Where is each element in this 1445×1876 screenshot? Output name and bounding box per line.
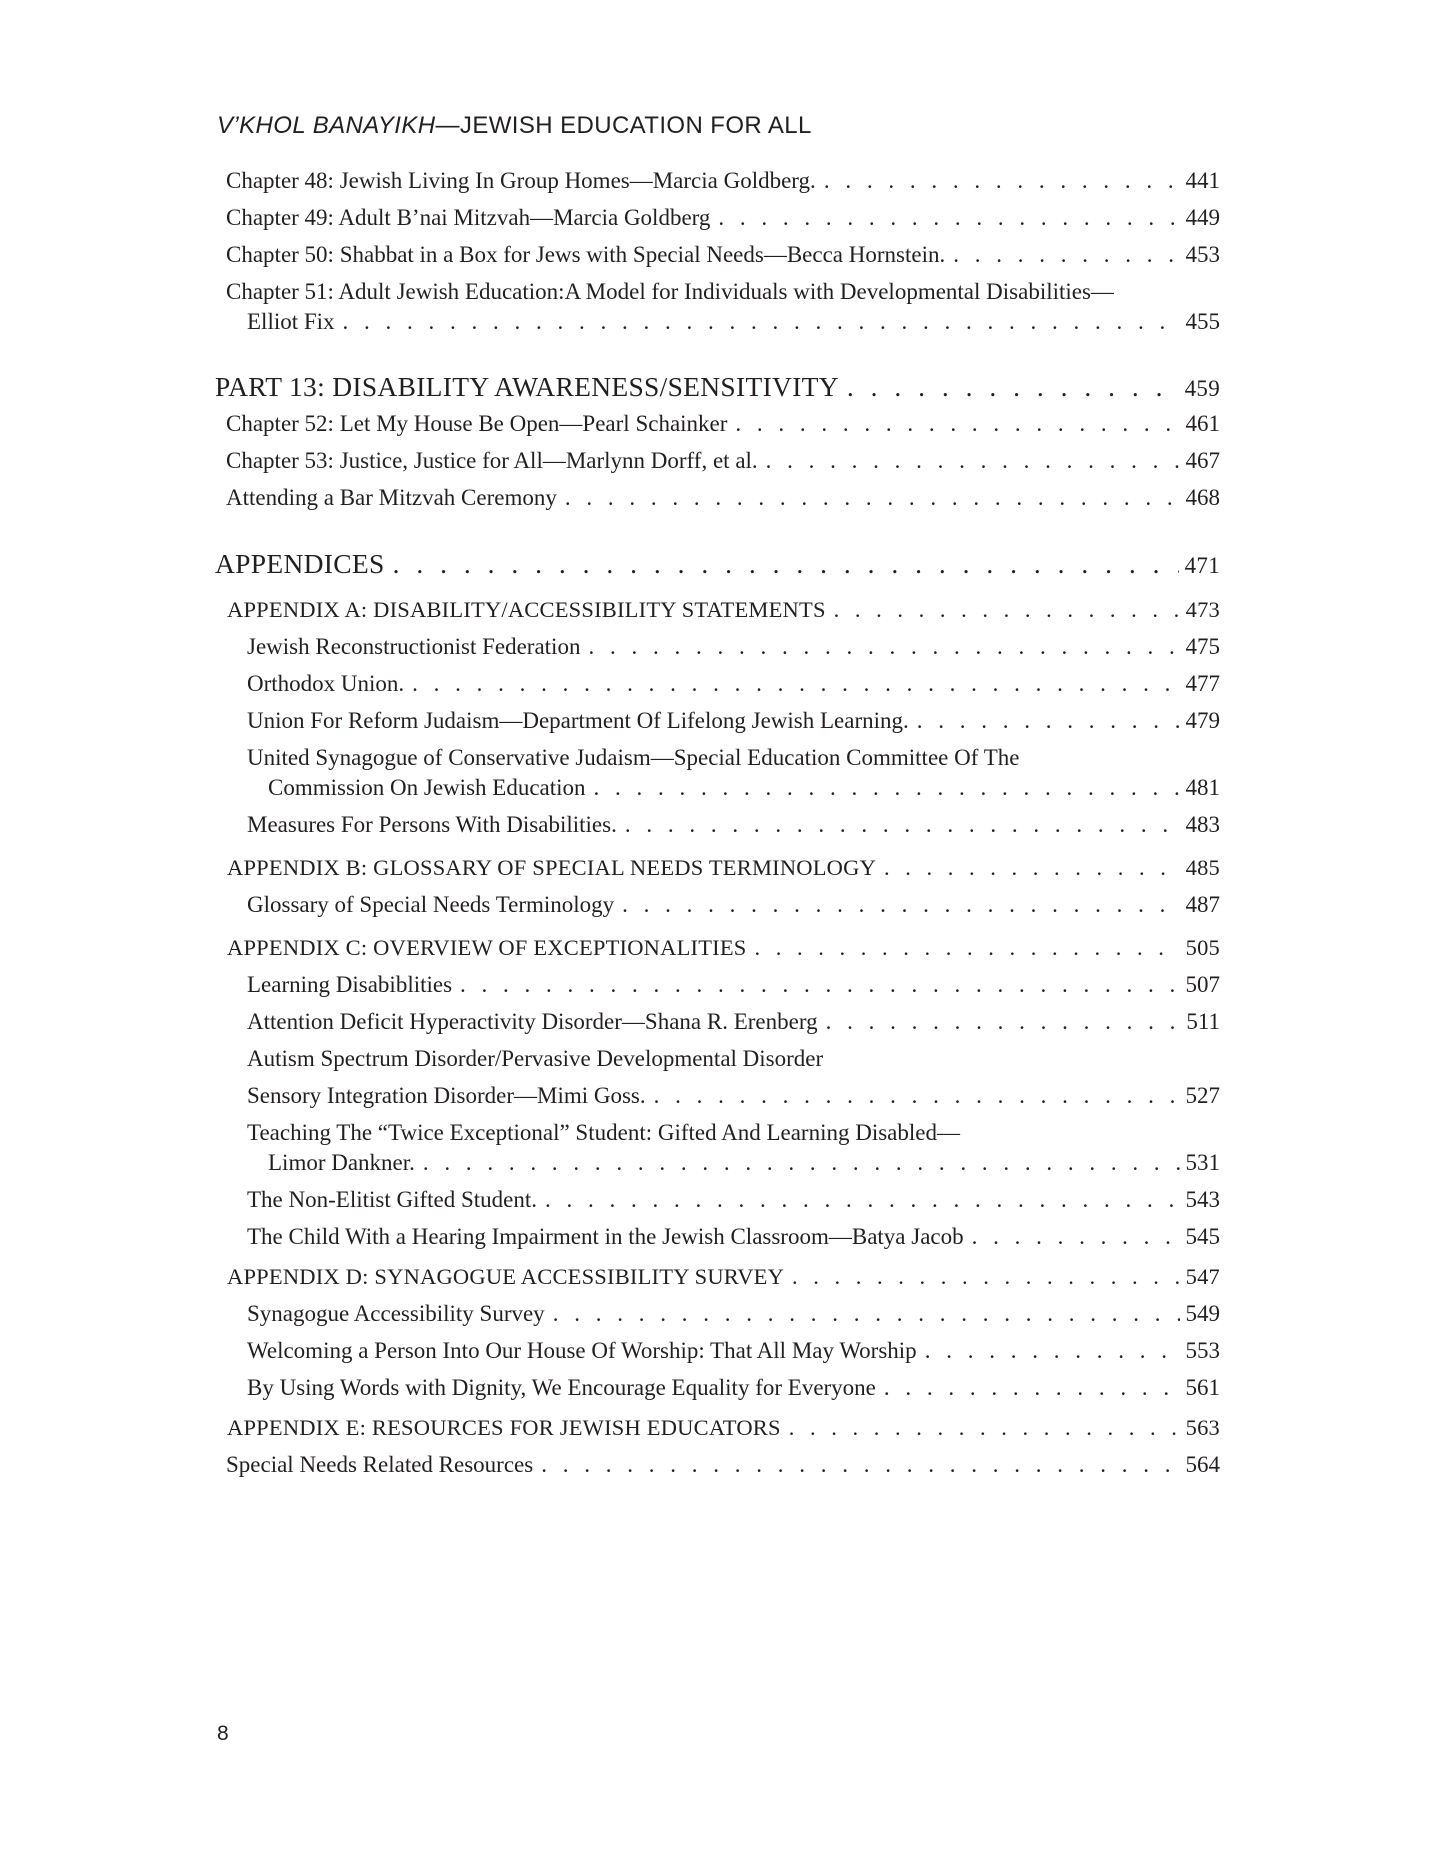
toc-entry-title: Measures For Persons With Disabilities. [247,812,617,837]
page-number: 8 [217,1722,229,1745]
toc-appendix-title: APPENDIX C: OVERVIEW OF EXCEPTIONALITIES [227,935,747,960]
dot-leader [622,892,1179,918]
toc-entry-chapter-53[interactable] [226,448,1220,474]
toc-entry-page: 441 [1185,168,1220,193]
toc-entry-page: 471 [1184,553,1220,578]
dot-leader [824,168,1180,194]
toc-entry-page: 553 [1185,1338,1220,1363]
dot-leader [718,205,1179,231]
toc-entry-title: Orthodox Union. [247,671,405,696]
toc-entry-hearing-impairment[interactable] [247,1224,1220,1250]
toc-entry-learning-disabilities[interactable] [247,972,1220,998]
toc-entry-title: Welcoming a Person Into Our House Of Worship: That All May Worship [247,1338,917,1363]
toc-entry-page: 545 [1185,1224,1220,1249]
toc-entry-chapter-48[interactable] [226,168,1220,194]
toc-entry-united-synagogue[interactable] [268,775,1220,801]
toc-entry-title: Chapter 51: Adult Jewish Education:A Model for Individuals with Developmental Disabilities— [226,279,1114,304]
toc-entry-page: 549 [1185,1301,1220,1326]
dot-leader [925,1338,1180,1364]
toc-entry-title: Jewish Reconstructionist Federation [247,634,581,659]
toc-part-title: PART 13: DISABILITY AWARENESS/SENSITIVITY [215,371,839,402]
dot-leader [393,548,1179,580]
toc-entry-title: Special Needs Related Resources [226,1452,534,1477]
toc-entry-measures[interactable] [247,812,1220,838]
toc-entry-chapter-51[interactable] [247,309,1220,335]
dot-leader [625,812,1180,838]
dot-leader [847,371,1179,403]
toc-entry-page: 485 [1185,855,1220,880]
toc-entry-page: 564 [1185,1452,1220,1477]
dot-leader [588,634,1179,660]
toc-entry-page: 473 [1185,597,1220,622]
dot-leader [917,708,1180,734]
toc-entry-twice-exceptional-line1[interactable] [247,1120,1220,1146]
toc-entry-page: 449 [1185,205,1220,230]
toc-entry-page: 453 [1185,242,1220,267]
dot-leader [565,485,1180,511]
dot-leader [545,1187,1179,1213]
toc-entry-title: The Non-Elitist Gifted Student. [247,1187,538,1212]
toc-entry-title: Commission On Jewish Education [268,775,586,800]
dot-leader [594,775,1180,801]
toc-entry-page: 505 [1185,935,1220,960]
toc-entry-reform-judaism[interactable] [247,708,1220,734]
toc-entry-page: 467 [1185,448,1220,473]
dot-leader [972,1224,1180,1250]
toc-entry-glossary[interactable] [247,892,1220,918]
dot-leader [792,1264,1180,1290]
dot-leader [953,242,1179,268]
dot-leader [884,855,1180,881]
toc-entry-title: Attention Deficit Hyperactivity Disorder—Shana R. Erenberg [247,1009,818,1034]
toc-part-13[interactable] [215,371,1220,403]
toc-entry-chapter-50[interactable] [226,242,1220,268]
toc-entry-page: 507 [1185,972,1220,997]
toc-entry-page: 487 [1185,892,1220,917]
toc-entry-page: 461 [1185,411,1220,436]
toc-entry-title: Chapter 53: Justice, Justice for All—Marlynn Dorff, et al. [226,448,758,473]
toc-entry-title: United Synagogue of Conservative Judaism—Special Education Committee Of The [247,745,1020,770]
dot-leader [541,1452,1179,1478]
dot-leader [460,972,1179,998]
toc-entry-reconstructionist[interactable] [247,634,1220,660]
toc-entry-orthodox-union[interactable] [247,671,1220,697]
toc-entry-page: 547 [1185,1264,1220,1289]
toc-entry-page: 511 [1186,1009,1220,1034]
dot-leader [755,935,1180,961]
dot-leader [553,1301,1180,1327]
dot-leader [343,309,1180,335]
running-head-title-italic: V’KHOL BANAYIKH [217,112,436,139]
toc-appendix-title: APPENDIX A: DISABILITY/ACCESSIBILITY STATEMENTS [227,597,826,622]
toc-entry-title: The Child With a Hearing Impairment in the Jewish Classroom—Batya Jacob [247,1224,964,1249]
toc-entry-page: 481 [1185,775,1220,800]
toc-appendix-title: APPENDIX D: SYNAGOGUE ACCESSIBILITY SURVEY [227,1264,785,1289]
toc-entry-page: 527 [1185,1083,1220,1108]
toc-entry-twice-exceptional[interactable] [268,1150,1220,1176]
toc-entry-page: 475 [1185,634,1220,659]
toc-entry-title: Autism Spectrum Disorder/Pervasive Developmental Disorder [247,1046,824,1071]
toc-entry-page: 543 [1185,1187,1220,1212]
toc-entry-title: Attending a Bar Mitzvah Ceremony [226,485,557,510]
toc-entry-page: 561 [1185,1375,1220,1400]
toc-appendix-title: APPENDIX B: GLOSSARY OF SPECIAL NEEDS TERMINOLOGY [227,855,877,880]
toc-entry-title: Teaching The “Twice Exceptional” Student: Gifted And Learning Disabled— [247,1120,960,1145]
toc-entry-special-needs-resources[interactable] [226,1452,1220,1478]
running-head [217,112,812,140]
toc-entry-title: Synagogue Accessibility Survey [247,1301,545,1326]
toc-entry-page: 477 [1185,671,1220,696]
toc-entry-attending-bar-mitzvah[interactable] [226,485,1220,511]
toc-appendix-a[interactable] [227,597,1220,623]
toc-entry-non-elitist-gifted[interactable] [247,1187,1220,1213]
toc-entry-title: Limor Dankner. [268,1150,415,1175]
toc-entry-title: Chapter 48: Jewish Living In Group Homes—Marcia Goldberg. [226,168,816,193]
toc-entry-title: Glossary of Special Needs Terminology [247,892,615,917]
toc-part-title: APPENDICES [215,548,385,579]
toc-appendix-e[interactable] [227,1415,1220,1441]
toc-entry-page: 479 [1185,708,1220,733]
toc-entry-title: Elliot Fix [247,309,335,334]
dot-leader [884,1375,1180,1401]
dot-leader [766,448,1180,474]
toc-entry-page: 531 [1185,1150,1220,1175]
toc-entry-page: 468 [1185,485,1220,510]
dot-leader [423,1150,1180,1176]
toc-entry-title: Chapter 52: Let My House Be Open—Pearl Schainker [226,411,728,436]
dot-leader [834,597,1180,623]
toc-entry-welcoming[interactable] [247,1338,1220,1364]
toc-entry-title: Union For Reform Judaism—Department Of Lifelong Jewish Learning. [247,708,909,733]
toc-entry-page: 563 [1185,1415,1220,1440]
toc-appendices[interactable] [215,548,1220,580]
toc-appendix-title: APPENDIX E: RESOURCES FOR JEWISH EDUCATORS [227,1415,781,1440]
running-head-title-rest: —JEWISH EDUCATION FOR ALL [435,112,812,139]
toc-appendix-d[interactable] [227,1264,1220,1290]
dot-leader [412,671,1179,697]
toc-entry-accessibility-survey[interactable] [247,1301,1220,1327]
toc-entry-adhd[interactable] [247,1009,1220,1035]
dot-leader [789,1415,1180,1441]
toc-entry-united-synagogue-line1[interactable] [247,745,1220,771]
toc-entry-title: Learning Disabiblities [247,972,453,997]
toc-entry-title: By Using Words with Dignity, We Encourage Equality for Everyone [247,1375,876,1400]
toc-entry-chapter-51-line1[interactable] [226,279,1220,305]
toc-entry-autism[interactable] [247,1046,1220,1072]
dot-leader [826,1009,1181,1035]
toc-entry-words-with-dignity[interactable] [247,1375,1220,1401]
toc-entry-page: 483 [1185,812,1220,837]
toc-entry-chapter-52[interactable] [226,411,1220,437]
toc-entry-title: Chapter 50: Shabbat in a Box for Jews with Special Needs—Becca Hornstein. [226,242,946,267]
dot-leader [654,1083,1180,1109]
toc-appendix-c[interactable] [227,935,1220,961]
toc-entry-title: Sensory Integration Disorder—Mimi Goss. [247,1083,646,1108]
dot-leader [735,411,1179,437]
toc-appendix-b[interactable] [227,855,1220,881]
toc-entry-page: 455 [1185,309,1220,334]
toc-entry-sensory-integration[interactable] [247,1083,1220,1109]
toc-entry-title: Chapter 49: Adult B’nai Mitzvah—Marcia Goldberg [226,205,711,230]
toc-entry-chapter-49[interactable] [226,205,1220,231]
toc-entry-page: 459 [1184,376,1220,401]
